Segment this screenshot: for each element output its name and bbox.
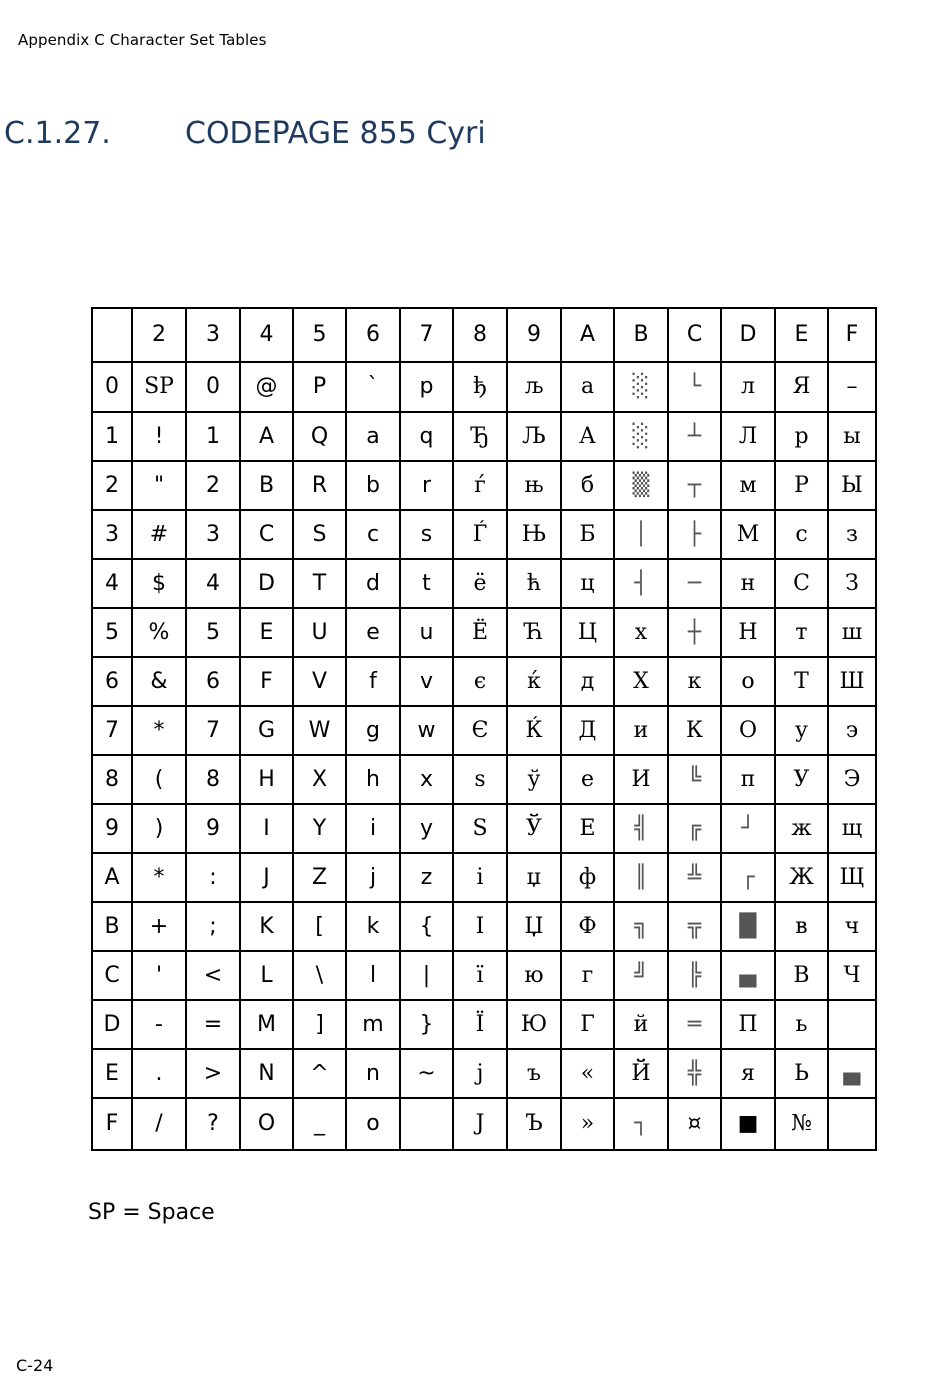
- char-cell: «: [561, 1049, 614, 1098]
- table-row: [92, 559, 876, 608]
- row-header: 1: [92, 412, 132, 461]
- char-cell: Д: [561, 706, 614, 755]
- char-cell: В: [775, 951, 828, 1000]
- table-row: [92, 853, 876, 902]
- char-cell: B: [240, 461, 293, 510]
- char-cell: f: [346, 657, 400, 706]
- char-cell: ╬: [668, 1049, 721, 1098]
- running-header: Appendix C Character Set Tables: [18, 31, 267, 49]
- table-row: [92, 755, 876, 804]
- char-cell: Ј: [453, 1098, 507, 1150]
- char-cell: L: [240, 951, 293, 1000]
- char-cell: }: [400, 1000, 453, 1049]
- row-header: B: [92, 902, 132, 951]
- char-cell: Ѕ: [453, 804, 507, 853]
- char-cell: ~: [400, 1049, 453, 1098]
- character-set-table: [91, 307, 877, 1151]
- char-cell: l: [346, 951, 400, 1000]
- char-cell: ': [132, 951, 186, 1000]
- char-cell: ѓ: [453, 461, 507, 510]
- char-cell: Э: [828, 755, 876, 804]
- char-cell: љ: [507, 362, 561, 412]
- section-title: CODEPAGE 855 Cyri: [185, 116, 486, 151]
- table-row: [92, 1098, 876, 1150]
- char-cell: ║: [614, 853, 668, 902]
- char-cell: б: [561, 461, 614, 510]
- char-cell: ш: [828, 608, 876, 657]
- column-header: 5: [293, 308, 346, 362]
- char-cell: $: [132, 559, 186, 608]
- char-cell: x: [400, 755, 453, 804]
- char-cell: k: [346, 902, 400, 951]
- char-cell: 7: [186, 706, 240, 755]
- char-cell: ┴: [668, 412, 721, 461]
- char-cell: N: [240, 1049, 293, 1098]
- char-cell: О: [721, 706, 775, 755]
- char-cell: 0: [186, 362, 240, 412]
- char-cell: д: [561, 657, 614, 706]
- row-header: E: [92, 1049, 132, 1098]
- char-cell: K: [240, 902, 293, 951]
- column-header: [92, 308, 132, 362]
- char-cell: з: [828, 510, 876, 559]
- char-cell: [828, 1098, 876, 1150]
- char-cell: 3: [186, 510, 240, 559]
- row-header: 0: [92, 362, 132, 412]
- char-cell: v: [400, 657, 453, 706]
- char-cell: ђ: [453, 362, 507, 412]
- row-header: 7: [92, 706, 132, 755]
- table-row: [92, 902, 876, 951]
- char-cell: ж: [775, 804, 828, 853]
- char-cell: Ь: [775, 1049, 828, 1098]
- char-cell: ц: [561, 559, 614, 608]
- char-cell: n: [346, 1049, 400, 1098]
- char-cell: ▄: [828, 1049, 876, 1098]
- char-cell: O: [240, 1098, 293, 1150]
- char-cell: g: [346, 706, 400, 755]
- char-cell: j: [346, 853, 400, 902]
- char-cell: ћ: [507, 559, 561, 608]
- char-cell: H: [240, 755, 293, 804]
- char-cell: т: [775, 608, 828, 657]
- char-cell: b: [346, 461, 400, 510]
- row-header: A: [92, 853, 132, 902]
- char-cell: Ю: [507, 1000, 561, 1049]
- char-cell: Ц: [561, 608, 614, 657]
- char-cell: ═: [668, 1000, 721, 1049]
- char-cell: %: [132, 608, 186, 657]
- char-cell: р: [775, 412, 828, 461]
- char-cell: ¤: [668, 1098, 721, 1150]
- footnote: SP = Space: [88, 1200, 215, 1225]
- char-cell: `: [346, 362, 400, 412]
- char-cell: Ї: [453, 1000, 507, 1049]
- column-header: 4: [240, 308, 293, 362]
- char-cell: C: [240, 510, 293, 559]
- char-cell: 2: [186, 461, 240, 510]
- column-header: 7: [400, 308, 453, 362]
- row-header: D: [92, 1000, 132, 1049]
- row-header: 5: [92, 608, 132, 657]
- char-cell: _: [293, 1098, 346, 1150]
- char-cell: p: [400, 362, 453, 412]
- char-cell: ╩: [668, 853, 721, 902]
- char-cell: ╝: [614, 951, 668, 1000]
- column-header: E: [775, 308, 828, 362]
- table-row: [92, 608, 876, 657]
- char-cell: ░: [614, 362, 668, 412]
- char-cell: Л: [721, 412, 775, 461]
- char-cell: ъ: [507, 1049, 561, 1098]
- page-number: C-24: [16, 1356, 54, 1375]
- char-cell: └: [668, 362, 721, 412]
- char-cell: э: [828, 706, 876, 755]
- char-cell: ": [132, 461, 186, 510]
- char-cell: щ: [828, 804, 876, 853]
- char-cell: │: [614, 510, 668, 559]
- char-cell: Н: [721, 608, 775, 657]
- column-header: 9: [507, 308, 561, 362]
- char-cell: К: [668, 706, 721, 755]
- char-cell: -: [132, 1000, 186, 1049]
- char-cell: с: [775, 510, 828, 559]
- char-cell: ┘: [721, 804, 775, 853]
- column-header: 8: [453, 308, 507, 362]
- char-cell: I: [240, 804, 293, 853]
- char-cell: m: [346, 1000, 400, 1049]
- char-cell: И: [614, 755, 668, 804]
- char-cell: к: [668, 657, 721, 706]
- char-cell: ─: [668, 559, 721, 608]
- char-cell: Њ: [507, 510, 561, 559]
- char-cell: 9: [186, 804, 240, 853]
- char-cell: 4: [186, 559, 240, 608]
- char-cell: Р: [775, 461, 828, 510]
- char-cell: Ы: [828, 461, 876, 510]
- char-cell: *: [132, 853, 186, 902]
- char-cell: х: [614, 608, 668, 657]
- char-cell: 1: [186, 412, 240, 461]
- char-cell: №: [775, 1098, 828, 1150]
- char-cell: ╚: [668, 755, 721, 804]
- char-cell: Y: [293, 804, 346, 853]
- column-header: B: [614, 308, 668, 362]
- char-cell: |: [400, 951, 453, 1000]
- char-cell: SP: [132, 362, 186, 412]
- char-cell: ▒: [614, 461, 668, 510]
- row-header: 3: [92, 510, 132, 559]
- table-row: [92, 804, 876, 853]
- char-cell: #: [132, 510, 186, 559]
- char-cell: і: [453, 853, 507, 902]
- table-row: [92, 1049, 876, 1098]
- column-header: 6: [346, 308, 400, 362]
- char-cell: ├: [668, 510, 721, 559]
- row-header: 8: [92, 755, 132, 804]
- table-row: [92, 461, 876, 510]
- char-cell: Щ: [828, 853, 876, 902]
- char-cell: X: [293, 755, 346, 804]
- table-row: [92, 951, 876, 1000]
- char-cell: z: [400, 853, 453, 902]
- char-cell: ┐: [614, 1098, 668, 1150]
- char-cell: Я: [775, 362, 828, 412]
- char-cell: а: [561, 362, 614, 412]
- char-cell: ё: [453, 559, 507, 608]
- char-cell: ѕ: [453, 755, 507, 804]
- row-header: C: [92, 951, 132, 1000]
- char-cell: Ж: [775, 853, 828, 902]
- char-cell: P: [293, 362, 346, 412]
- char-cell: Ф: [561, 902, 614, 951]
- char-cell: п: [721, 755, 775, 804]
- char-cell: Џ: [507, 902, 561, 951]
- column-header: A: [561, 308, 614, 362]
- header-row: [92, 308, 876, 362]
- char-cell: »: [561, 1098, 614, 1150]
- row-header: 9: [92, 804, 132, 853]
- char-cell: ): [132, 804, 186, 853]
- char-cell: Љ: [507, 412, 561, 461]
- char-cell: н: [721, 559, 775, 608]
- char-cell: A: [240, 412, 293, 461]
- char-cell: h: [346, 755, 400, 804]
- table-row: [92, 362, 876, 412]
- char-cell: ┬: [668, 461, 721, 510]
- char-cell: Ў: [507, 804, 561, 853]
- char-cell: ╣: [614, 804, 668, 853]
- char-cell: Х: [614, 657, 668, 706]
- column-header: 3: [186, 308, 240, 362]
- char-cell: М: [721, 510, 775, 559]
- char-cell: [400, 1098, 453, 1150]
- char-cell: У: [775, 755, 828, 804]
- char-cell: ╠: [668, 951, 721, 1000]
- char-cell: t: [400, 559, 453, 608]
- char-cell: ]: [293, 1000, 346, 1049]
- char-cell: !: [132, 412, 186, 461]
- char-cell: {: [400, 902, 453, 951]
- char-cell: \: [293, 951, 346, 1000]
- table-row: [92, 510, 876, 559]
- char-cell: [828, 1000, 876, 1049]
- char-cell: Ч: [828, 951, 876, 1000]
- section-heading: [4, 116, 486, 151]
- char-cell: ╗: [614, 902, 668, 951]
- char-cell: г: [561, 951, 614, 1000]
- char-cell: ф: [561, 853, 614, 902]
- char-cell: c: [346, 510, 400, 559]
- char-cell: П: [721, 1000, 775, 1049]
- table-row: [92, 1000, 876, 1049]
- char-cell: ?: [186, 1098, 240, 1150]
- row-header: 4: [92, 559, 132, 608]
- row-header: 2: [92, 461, 132, 510]
- char-cell: (: [132, 755, 186, 804]
- char-cell: a: [346, 412, 400, 461]
- char-cell: ┌: [721, 853, 775, 902]
- char-cell: @: [240, 362, 293, 412]
- char-cell: ї: [453, 951, 507, 1000]
- char-cell: ▄: [721, 951, 775, 1000]
- char-cell: R: [293, 461, 346, 510]
- char-cell: ы: [828, 412, 876, 461]
- char-cell: ┤: [614, 559, 668, 608]
- char-cell: S: [293, 510, 346, 559]
- char-cell: ј: [453, 1049, 507, 1098]
- char-cell: м: [721, 461, 775, 510]
- char-cell: G: [240, 706, 293, 755]
- char-cell: Ъ: [507, 1098, 561, 1150]
- char-cell: y: [400, 804, 453, 853]
- char-cell: 5: [186, 608, 240, 657]
- char-cell: Є: [453, 706, 507, 755]
- char-cell: е: [561, 755, 614, 804]
- char-cell: Q: [293, 412, 346, 461]
- char-cell: Ё: [453, 608, 507, 657]
- char-cell: █: [721, 902, 775, 951]
- char-cell: U: [293, 608, 346, 657]
- char-cell: W: [293, 706, 346, 755]
- char-cell: /: [132, 1098, 186, 1150]
- column-header: D: [721, 308, 775, 362]
- char-cell: r: [400, 461, 453, 510]
- char-cell: Е: [561, 804, 614, 853]
- row-header: F: [92, 1098, 132, 1150]
- char-cell: 8: [186, 755, 240, 804]
- char-cell: i: [346, 804, 400, 853]
- char-cell: С: [775, 559, 828, 608]
- char-cell: ╔: [668, 804, 721, 853]
- char-cell: З: [828, 559, 876, 608]
- char-cell: њ: [507, 461, 561, 510]
- char-cell: V: [293, 657, 346, 706]
- char-cell: <: [186, 951, 240, 1000]
- char-cell: о: [721, 657, 775, 706]
- char-cell: +: [132, 902, 186, 951]
- table-row: [92, 657, 876, 706]
- char-cell: ░: [614, 412, 668, 461]
- char-cell: =: [186, 1000, 240, 1049]
- column-header: C: [668, 308, 721, 362]
- table-row: [92, 706, 876, 755]
- char-cell: л: [721, 362, 775, 412]
- char-cell: ь: [775, 1000, 828, 1049]
- char-cell: e: [346, 608, 400, 657]
- char-cell: T: [293, 559, 346, 608]
- char-cell: >: [186, 1049, 240, 1098]
- char-cell: F: [240, 657, 293, 706]
- char-cell: є: [453, 657, 507, 706]
- char-cell: Й: [614, 1049, 668, 1098]
- char-cell: M: [240, 1000, 293, 1049]
- char-cell: ю: [507, 951, 561, 1000]
- row-header: 6: [92, 657, 132, 706]
- char-cell: u: [400, 608, 453, 657]
- char-cell: :: [186, 853, 240, 902]
- char-cell: [: [293, 902, 346, 951]
- char-cell: q: [400, 412, 453, 461]
- column-header: 2: [132, 308, 186, 362]
- char-cell: у: [775, 706, 828, 755]
- char-cell: в: [775, 902, 828, 951]
- char-cell: и: [614, 706, 668, 755]
- char-cell: J: [240, 853, 293, 902]
- char-cell: я: [721, 1049, 775, 1098]
- char-cell: &: [132, 657, 186, 706]
- column-header: F: [828, 308, 876, 362]
- char-cell: А: [561, 412, 614, 461]
- char-cell: І: [453, 902, 507, 951]
- char-cell: Ѓ: [453, 510, 507, 559]
- char-cell: ;: [186, 902, 240, 951]
- char-cell: ┼: [668, 608, 721, 657]
- char-cell: Ћ: [507, 608, 561, 657]
- section-number: C.1.27.: [4, 116, 111, 151]
- char-cell: d: [346, 559, 400, 608]
- char-cell: ■: [721, 1098, 775, 1150]
- char-cell: *: [132, 706, 186, 755]
- char-cell: ╦: [668, 902, 721, 951]
- char-cell: ч: [828, 902, 876, 951]
- char-cell: –: [828, 362, 876, 412]
- char-cell: ^: [293, 1049, 346, 1098]
- char-cell: ќ: [507, 657, 561, 706]
- char-cell: 6: [186, 657, 240, 706]
- char-cell: џ: [507, 853, 561, 902]
- char-cell: w: [400, 706, 453, 755]
- char-cell: Ш: [828, 657, 876, 706]
- char-cell: Ђ: [453, 412, 507, 461]
- char-cell: Z: [293, 853, 346, 902]
- char-cell: Т: [775, 657, 828, 706]
- char-cell: o: [346, 1098, 400, 1150]
- char-cell: .: [132, 1049, 186, 1098]
- table-row: [92, 412, 876, 461]
- char-cell: й: [614, 1000, 668, 1049]
- char-cell: s: [400, 510, 453, 559]
- char-cell: D: [240, 559, 293, 608]
- char-cell: Б: [561, 510, 614, 559]
- char-cell: E: [240, 608, 293, 657]
- char-cell: Ќ: [507, 706, 561, 755]
- char-cell: ў: [507, 755, 561, 804]
- char-cell: Г: [561, 1000, 614, 1049]
